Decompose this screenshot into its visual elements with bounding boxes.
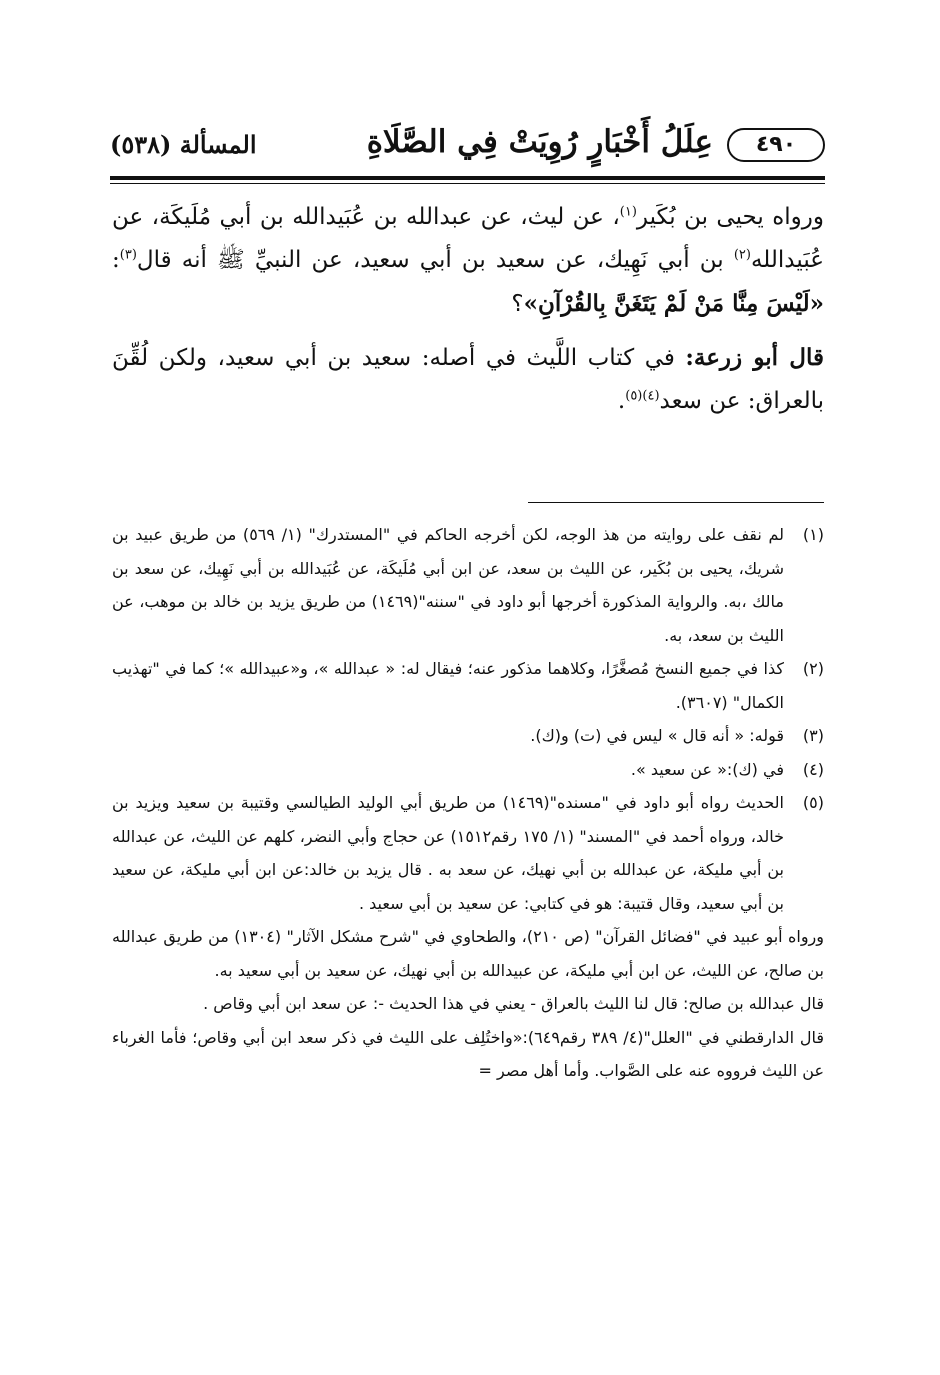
footnote-number: (٥) — [802, 793, 824, 812]
issue-label: المسألة (٥٣٨) — [110, 130, 257, 159]
footnote-continuation: قال عبدالله بن صالح: قال لنا الليث بالعراق - يعني في هذا الحديث -: عن سعد ابن أبي وقاص . — [203, 994, 824, 1013]
footnote-text: الحديث رواه أبو داود في "مسنده"(١٤٦٩) من طريق أبي الوليد الطيالسي وقتيبة بن سعيد ويزيد بن خالد، ورواه أحمد في "المسند" (١/ ١٧٥ رقم١٥١٢) عن حجاج وأبي النضر، كلهم عن الليث، عن عبدالله بن أبي مليكة، عن عبدالله بن أبي نهيك، عن سعد به . قال يزيد بن خالد:عن ابن أبي مليكة، عن سعيد بن أبي سعيد، وقال قتيبة: هو في كتابي: عن سعيد بن أبي سعيد . — [112, 793, 785, 913]
footnote-number: (٣) — [802, 726, 824, 745]
footnote-number: (١) — [802, 525, 824, 544]
paragraph-text: : — [112, 247, 120, 273]
paragraph-text: بن أبي نَهِيك، عن سعيد بن أبي سعيد، عن النبيِّ ﷺ أنه قال — [136, 247, 734, 273]
paragraph-narration — [112, 196, 824, 326]
hadith-quote: «لَيْسَ مِنَّا مَنْ لَمْ يَتَغَنَّ بِالقُرْآنِ» — [523, 290, 824, 317]
paragraph-text: . — [617, 388, 626, 414]
footnote-item — [112, 652, 824, 719]
page-number-badge: ٤٩٠ — [727, 128, 825, 162]
footnote-item — [112, 786, 824, 920]
footnote-ref: (٢) — [733, 247, 751, 263]
header-rule-thick — [110, 176, 825, 180]
paragraph-text: ، عن ليث، عن عبدالله بن عُبَيدالله بن أبي مُلَيكَة، عن عُبَيدالله — [112, 204, 824, 273]
footnote-item — [112, 518, 824, 652]
footnote-continuation: ورواه أبو عبيد في "فضائل القرآن" (ص ٢١٠)، والطحاوي في "شرح مشكل الآثار" (١٣٠٤) من طريق عبدالله بن صالح، عن الليث، عن ابن أبي مليكة، عن عبيدالله بن أبي نهيك، عن سعيد بن أبي سعيد به. — [112, 927, 825, 980]
footnote-number: (٤) — [802, 759, 824, 779]
page-header — [110, 118, 825, 170]
footnote-ref: (٥) — [625, 388, 643, 404]
header-rule-thin — [110, 183, 825, 184]
footnote-ref: (٤) — [642, 388, 660, 404]
paragraph-abu-zurah — [112, 336, 824, 423]
book-title: عِلَلُ أَخْبَارٍ رُوِيَتْ فِي الصَّلَاةِ — [366, 124, 713, 160]
footnote-number: (٢) — [802, 659, 824, 678]
footnote-text: في (ك):« عن سعيد ». — [630, 759, 784, 779]
footnote-text: كذا في جميع النسخ مُصغَّرًا، وكلاهما مذكور عنه؛ فيقال له: « عبدالله »، و«عبيدالله »؛ كما في "تهذيب الكمال" (٣٦٠٧). — [112, 659, 784, 712]
paragraph-text: في كتاب اللَّيث في أصله: سعيد بن أبي سعيد، ولكن لُقِّنَ بالعراق: عن سعد — [112, 345, 824, 414]
footnote-item — [112, 753, 824, 787]
footnotes — [112, 518, 824, 1088]
paragraph-text: ؟ — [511, 291, 524, 317]
main-text — [112, 196, 824, 433]
footnote-text: لم نقف على روايته من هذ الوجه، لكن أخرجه الحاكم في "المستدرك" (١/ ٥٦٩) من طريق عبيد بن شريك، يحيى بن بُكَير، عن الليث بن سعد، عن ابن أبي مُلَيكَة، عن عُبَيدالله بن أبي نَهِيك، عن سعد بن مالك ،به. والرواية المذكورة أخرجها أبو داود في "سننه"(١٤٦٩) من طريق يزيد بن خالد بن موهب، عن الليث بن سعد، به. — [112, 525, 784, 645]
footnote-separator — [528, 502, 824, 503]
footnote-item — [112, 719, 824, 753]
footnote-ref: (١) — [619, 204, 637, 220]
footnote-continuation: قال الدارقطني في "العلل"(٤/ ٣٨٩ رقم٦٤٩):«واختُلِف على الليث في ذكر سعد ابن أبي وقاص؛ فأما الغرباء عن الليث فرووه عنه على الصَّواب. وأما أهل مصر = — [112, 1027, 825, 1080]
footnote-text: قوله: « أنه قال » ليس في (ت) و(ك). — [530, 726, 784, 745]
paragraph-text: ورواه يحيى بن بُكَير — [636, 204, 824, 230]
speaker-label: قال أبو زرعة: — [685, 344, 824, 371]
footnote-ref: (٣) — [119, 247, 137, 263]
